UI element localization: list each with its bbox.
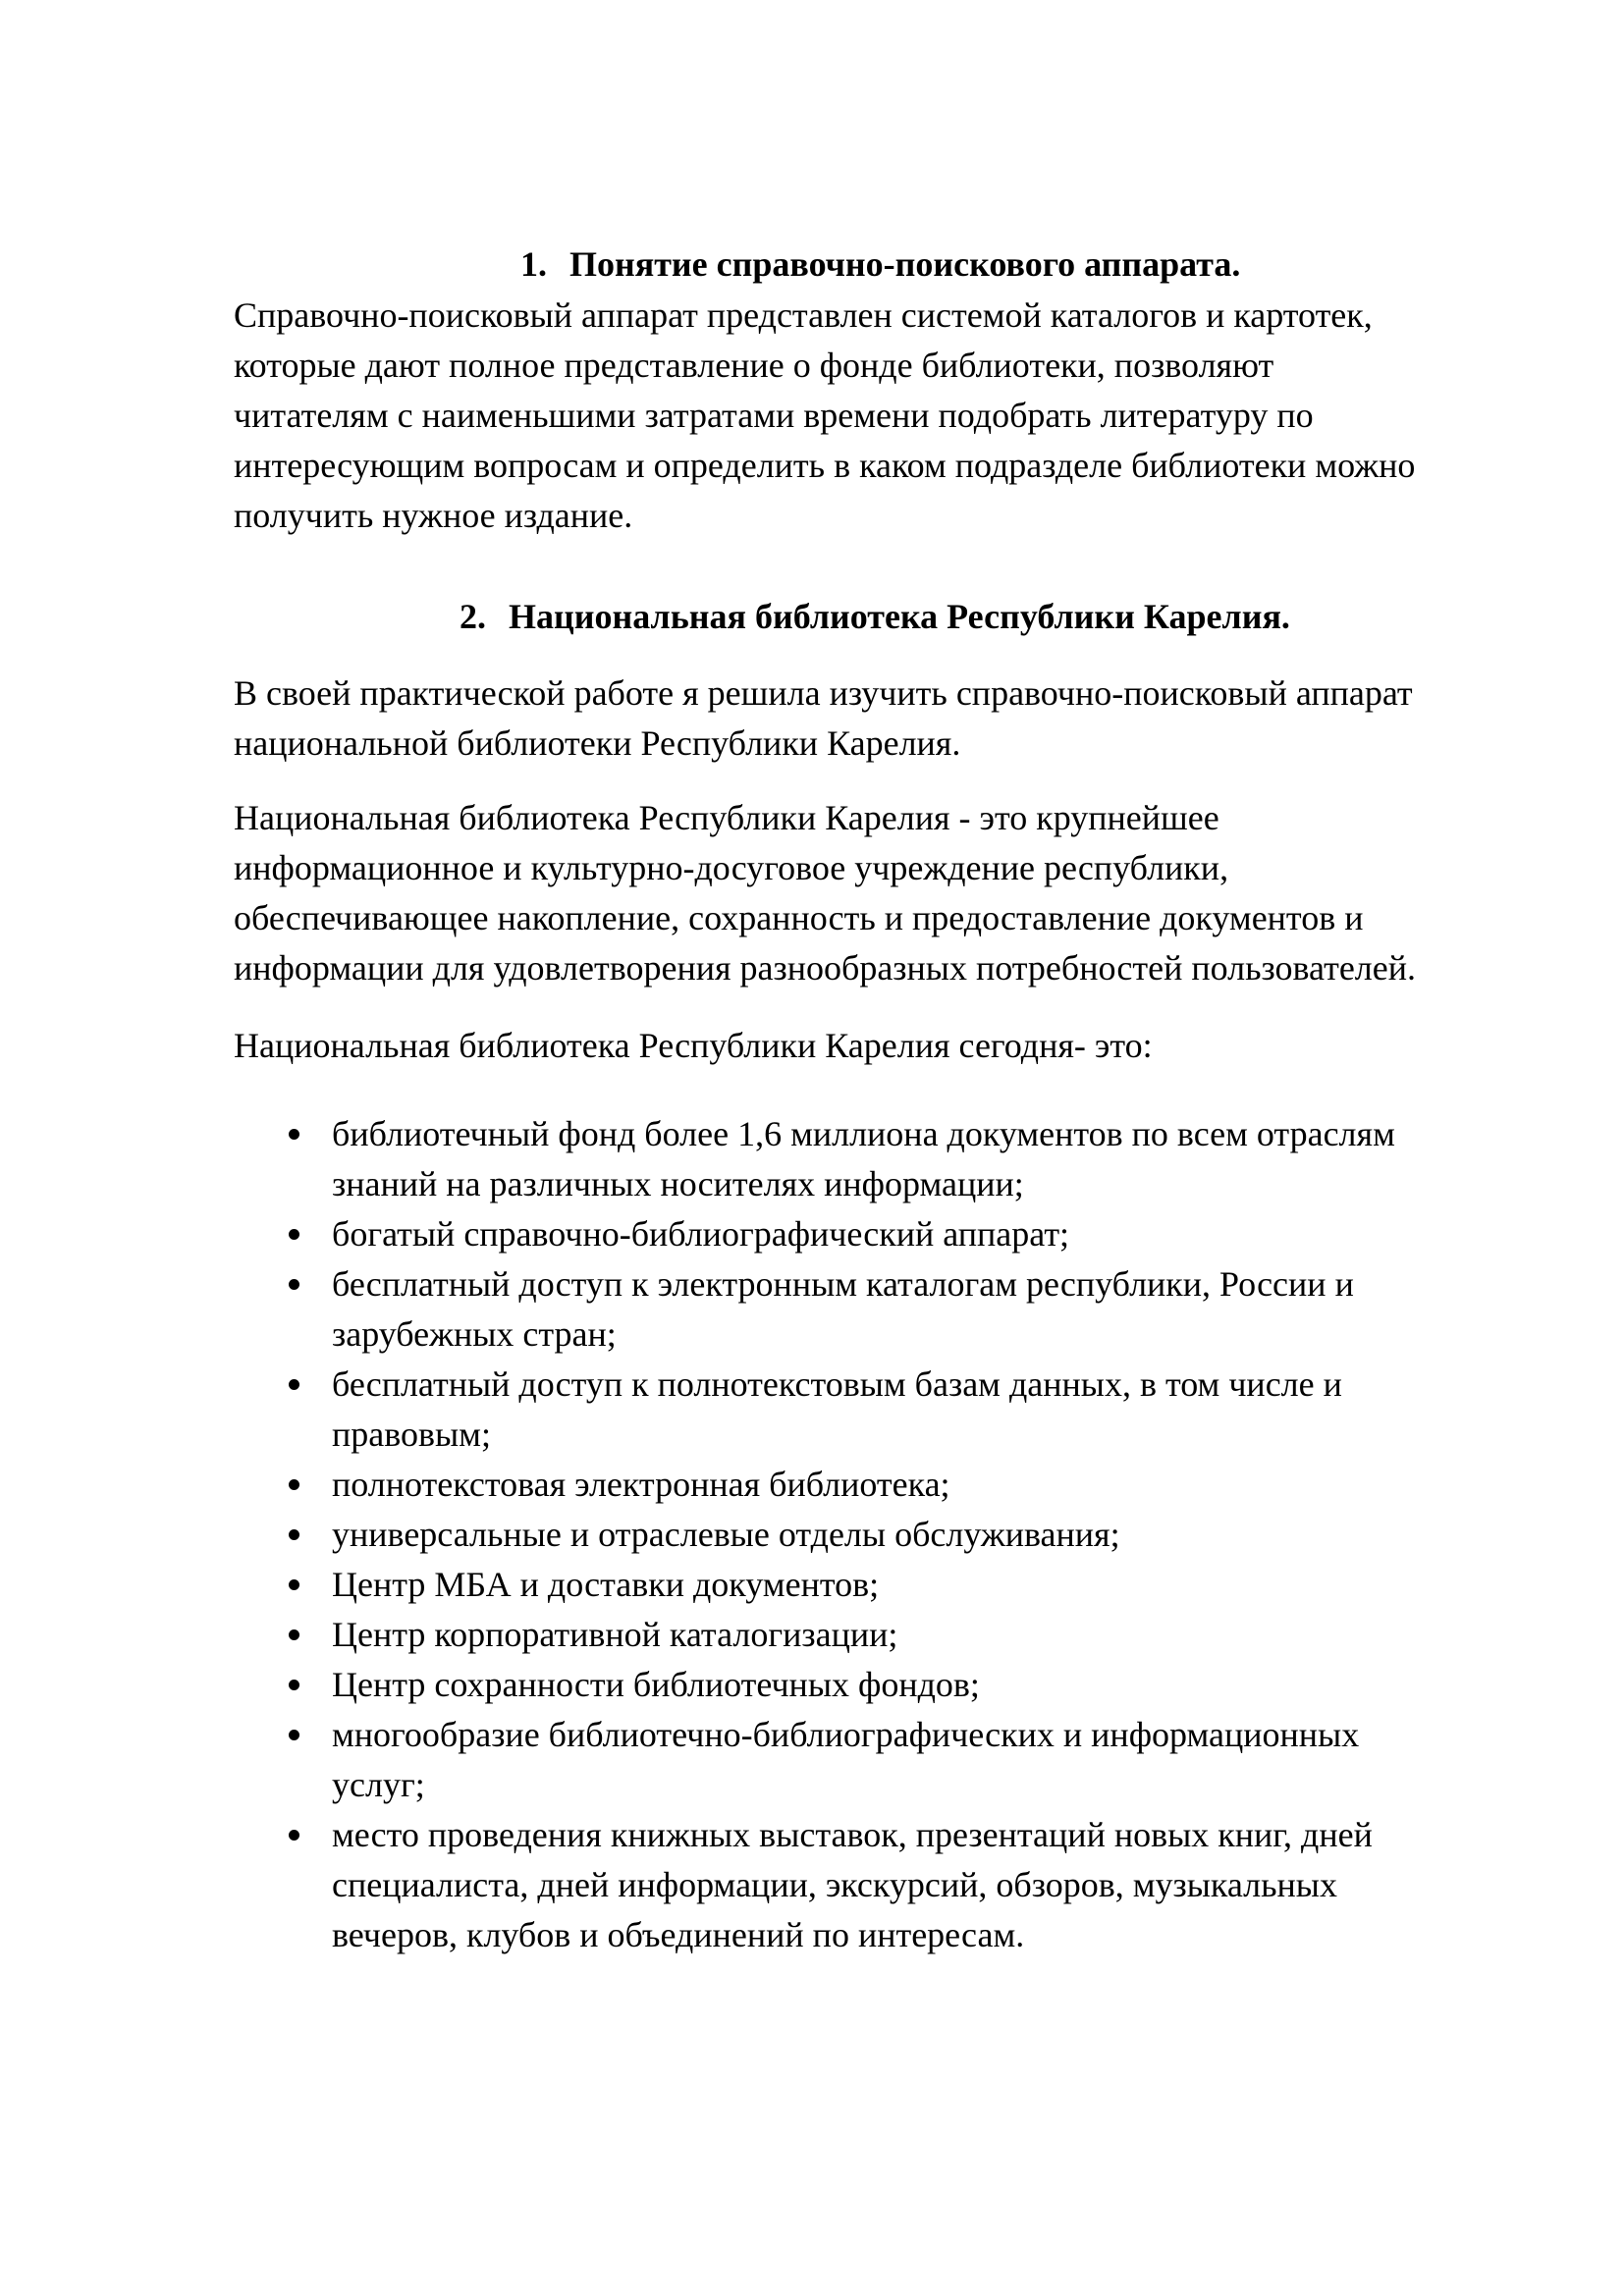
list-item xyxy=(234,1460,1549,1510)
list-item-line: правовым; xyxy=(332,1415,491,1454)
paragraph-line: информации для удовлетворения разнообразных потребностей пользователей. xyxy=(234,948,1417,988)
bullet-list xyxy=(234,1109,1549,1960)
list-item xyxy=(234,1259,1549,1360)
list-item xyxy=(234,1109,1549,1209)
list-item-line: многообразие библиотечно-библиографических и информационных xyxy=(332,1715,1360,1754)
list-item-line: специалиста, дней информации, экскурсий, обзоров, музыкальных xyxy=(332,1865,1337,1904)
list-item-line: Центр сохранности библиотечных фондов; xyxy=(332,1665,980,1704)
bullet-icon xyxy=(289,1579,299,1590)
list-item xyxy=(234,1610,1549,1660)
list-item xyxy=(234,1660,1549,1710)
list-item xyxy=(234,1360,1549,1460)
list-item xyxy=(234,1810,1549,1960)
bullet-icon xyxy=(289,1529,299,1540)
section-1-title: Понятие справочно-поискового аппарата. xyxy=(569,244,1241,284)
list-item-line: Центр корпоративной каталогизации; xyxy=(332,1615,898,1654)
bullet-icon xyxy=(289,1379,299,1390)
bullet-icon xyxy=(289,1229,299,1240)
bullet-icon xyxy=(289,1129,299,1140)
paragraph-line: обеспечивающее накопление, сохранность и предоставление документов и xyxy=(234,898,1364,937)
bullet-icon xyxy=(289,1629,299,1640)
list-intro: Национальная библиотека Республики Карелия сегодня- это: xyxy=(234,1026,1153,1065)
section-2-paragraph-1 xyxy=(234,668,1549,769)
paragraph-line: интересующим вопросам и определить в каком подразделе библиотеки можно xyxy=(234,446,1416,485)
list-item xyxy=(234,1510,1549,1560)
paragraph-line: получить нужное издание. xyxy=(234,496,633,535)
bullet-icon xyxy=(289,1479,299,1490)
section-1-paragraph xyxy=(234,291,1549,541)
bullet-icon xyxy=(289,1680,299,1690)
list-item-line: вечеров, клубов и объединений по интересам. xyxy=(332,1915,1025,1954)
paragraph-line: читателям с наименьшими затратами времени подобрать литературу по xyxy=(234,396,1314,435)
list-item xyxy=(234,1209,1549,1259)
section-1-heading xyxy=(520,240,1240,290)
section-2-title: Национальная библиотека Республики Карелия. xyxy=(509,597,1290,636)
list-item-line: бесплатный доступ к полнотекстовым базам данных, в том числе и xyxy=(332,1364,1342,1404)
paragraph-line: В своей практической работе я решила изучить справочно-поисковый аппарат xyxy=(234,673,1413,713)
section-1-number: 1. xyxy=(520,244,547,284)
list-item-line: зарубежных стран; xyxy=(332,1314,617,1354)
paragraph-line: Национальная библиотека Республики Карелия - это крупнейшее xyxy=(234,798,1219,837)
list-item xyxy=(234,1560,1549,1610)
bullet-icon xyxy=(289,1830,299,1841)
list-item-line: библиотечный фонд более 1,6 миллиона документов по всем отраслям xyxy=(332,1114,1395,1153)
section-2-paragraph-2 xyxy=(234,793,1549,993)
section-2-heading xyxy=(460,592,1290,642)
list-item-line: богатый справочно-библиографический аппарат; xyxy=(332,1214,1070,1254)
list-item-line: бесплатный доступ к электронным каталогам республики, России и xyxy=(332,1264,1354,1304)
list-item-line: услуг; xyxy=(332,1765,425,1804)
list-item-line: знаний на различных носителях информации; xyxy=(332,1164,1024,1203)
paragraph-line: Справочно-поисковый аппарат представлен системой каталогов и картотек, xyxy=(234,295,1373,335)
list-item-line: место проведения книжных выставок, презентаций новых книг, дней xyxy=(332,1815,1373,1854)
list-item xyxy=(234,1710,1549,1810)
paragraph-line: информационное и культурно-досуговое учреждение республики, xyxy=(234,848,1229,887)
section-2-number: 2. xyxy=(460,597,486,636)
bullet-icon xyxy=(289,1730,299,1740)
paragraph-line: которые дают полное представление о фонде библиотеки, позволяют xyxy=(234,346,1274,385)
paragraph-line: национальной библиотеки Республики Карелия. xyxy=(234,723,961,763)
list-item-line: полнотекстовая электронная библиотека; xyxy=(332,1465,950,1504)
list-item-line: Центр МБА и доставки документов; xyxy=(332,1565,880,1604)
bullet-icon xyxy=(289,1279,299,1290)
list-item-line: универсальные и отраслевые отделы обслуживания; xyxy=(332,1515,1120,1554)
